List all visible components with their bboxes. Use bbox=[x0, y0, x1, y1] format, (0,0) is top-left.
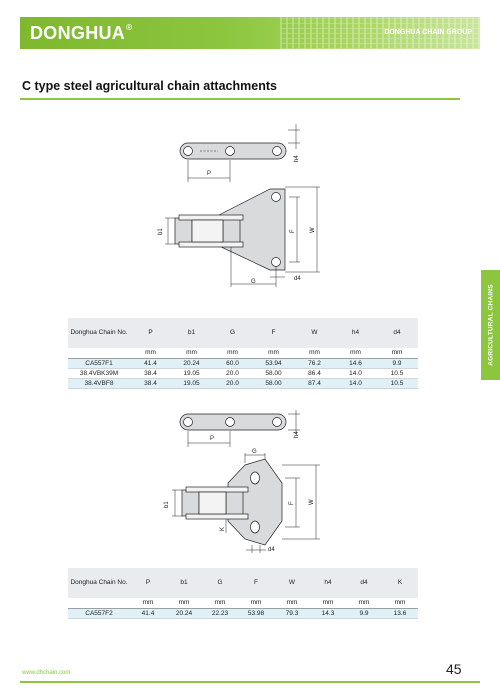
table-row: 38.4VBF8 38.4 19.05 20.0 58.00 87.4 14.0 10.5 bbox=[68, 378, 418, 388]
label-b1: b1 bbox=[164, 501, 170, 508]
pin-hole bbox=[226, 418, 235, 427]
label-p: P bbox=[207, 171, 212, 177]
group-name: DONGHUA CHAIN GROUP bbox=[384, 29, 472, 36]
label-f: F bbox=[289, 501, 295, 505]
col-header: d4 bbox=[376, 318, 418, 348]
label-p: P bbox=[210, 436, 215, 442]
col-header: d4 bbox=[346, 568, 382, 598]
label-g: G bbox=[251, 279, 256, 285]
roller-left bbox=[175, 218, 192, 244]
col-header: P bbox=[130, 568, 166, 598]
attachment-hole bbox=[272, 258, 281, 267]
col-header: Donghua Chain No. bbox=[68, 318, 130, 348]
label-d4: d4 bbox=[268, 547, 275, 553]
label-w: W bbox=[310, 227, 316, 233]
unit-row: mm mm mm mm mm mm mm bbox=[68, 348, 418, 358]
label-h4: h4 bbox=[294, 431, 300, 438]
spec-table-1 bbox=[68, 318, 418, 389]
drawing2-top-view bbox=[170, 400, 310, 450]
table-row: 38.4VBK39M 38.4 19.05 20.0 58.00 86.4 14.0 10.5 bbox=[68, 368, 418, 378]
table-row: CA557F1 41.4 20.24 60.0 53.94 76.2 14.6 9.9 bbox=[68, 358, 418, 368]
title-divider bbox=[20, 98, 460, 100]
pin-hole bbox=[273, 147, 282, 156]
table-row: CA557F2 41.4 20.24 22.23 53.98 79.3 14.3 9.9 13.6 bbox=[68, 608, 418, 618]
pin-hole bbox=[273, 418, 282, 427]
label-k: K bbox=[220, 526, 226, 531]
col-header: F bbox=[253, 318, 294, 348]
col-header: h4 bbox=[335, 318, 376, 348]
spec-table-2 bbox=[68, 568, 418, 619]
header-banner bbox=[20, 17, 480, 49]
brand-logo: DONGHUA® bbox=[30, 23, 133, 43]
drawing1-attachment-view bbox=[155, 185, 330, 290]
label-f: F bbox=[290, 229, 296, 233]
label-g: G bbox=[252, 449, 257, 455]
label-w: W bbox=[309, 499, 315, 505]
col-header: b1 bbox=[166, 568, 202, 598]
pin-hole bbox=[184, 147, 193, 156]
label-d4: d4 bbox=[294, 276, 301, 282]
section-side-tab bbox=[481, 270, 500, 380]
pin-hole bbox=[184, 418, 193, 427]
col-header: W bbox=[294, 318, 335, 348]
col-header: K bbox=[382, 568, 418, 598]
side-tab-label: AGRICULTURAL CHAINS bbox=[487, 284, 494, 366]
drawing2-attachment-view bbox=[160, 447, 325, 557]
roller-right bbox=[223, 218, 240, 244]
footer-website-link[interactable]: www.dhchain.com bbox=[22, 670, 71, 676]
col-header: F bbox=[238, 568, 274, 598]
col-header: Donghua Chain No. bbox=[68, 568, 130, 598]
col-header: P bbox=[130, 318, 171, 348]
footer-divider bbox=[20, 681, 480, 683]
page-number: 45 bbox=[446, 661, 462, 677]
col-header: h4 bbox=[310, 568, 346, 598]
col-header: G bbox=[212, 318, 253, 348]
roller-left bbox=[182, 490, 199, 516]
col-header: G bbox=[202, 568, 238, 598]
drawing1-top-view bbox=[170, 122, 310, 187]
label-b1: b1 bbox=[158, 228, 164, 235]
roller-right bbox=[226, 490, 243, 516]
col-header: W bbox=[274, 568, 310, 598]
label-h4: h4 bbox=[294, 155, 300, 162]
attachment-hole bbox=[272, 193, 281, 202]
pin-hole bbox=[226, 147, 235, 156]
unit-row: mm mm mm mm mm mm mm mm bbox=[68, 598, 418, 608]
col-header: b1 bbox=[171, 318, 212, 348]
attachment-hole bbox=[251, 521, 260, 533]
page-title: C type steel agricultural chain attachments bbox=[22, 79, 277, 93]
attachment-hole bbox=[251, 472, 260, 484]
